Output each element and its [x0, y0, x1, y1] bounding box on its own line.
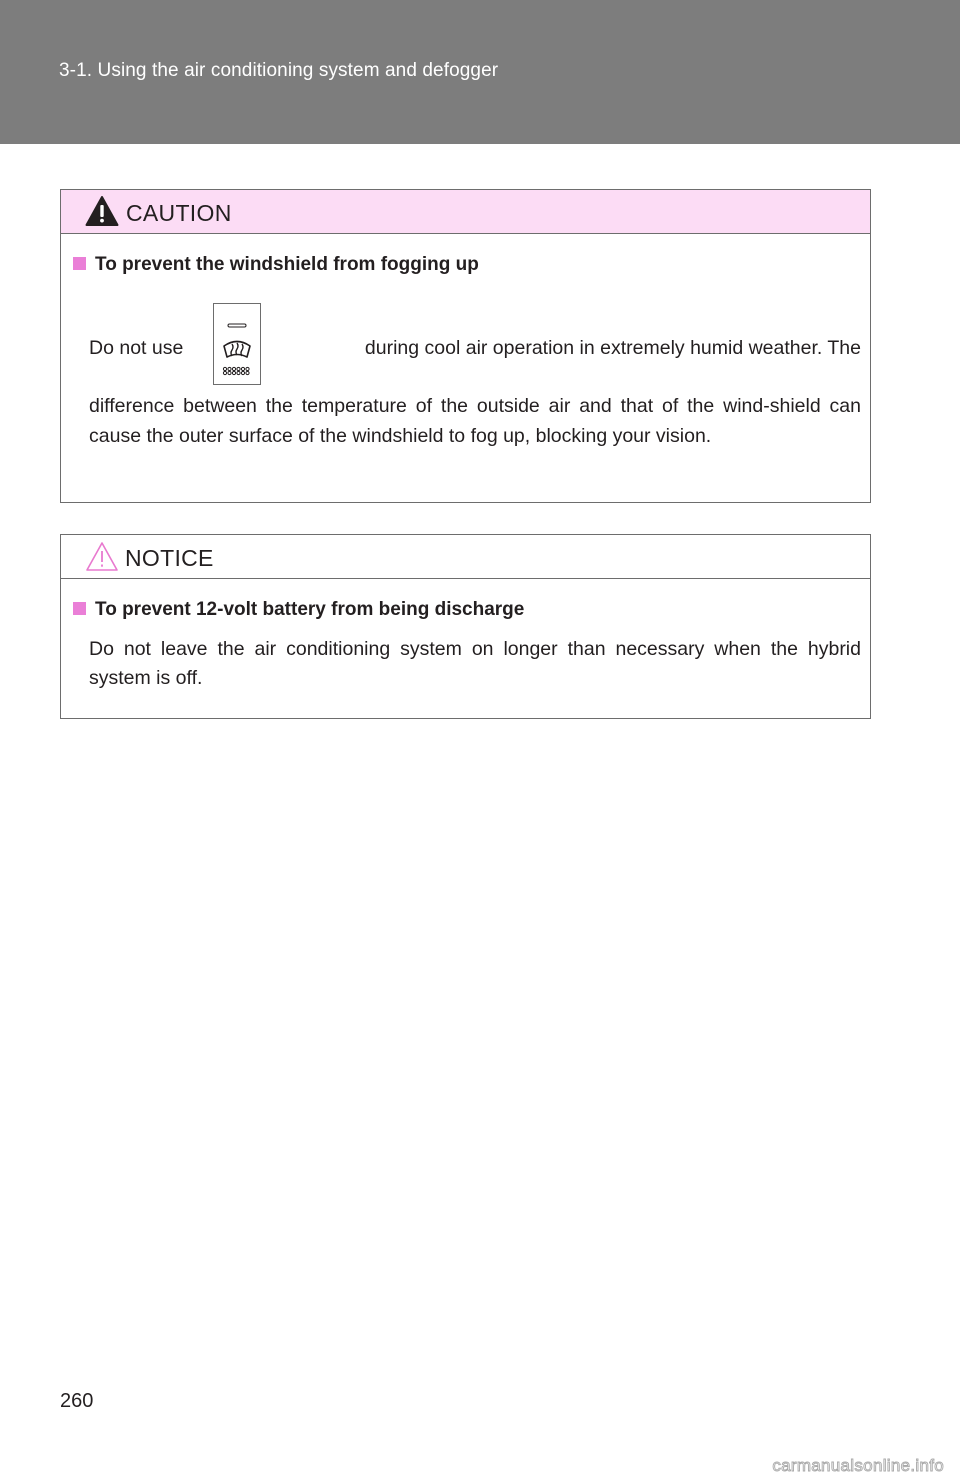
defogger-symbol-icon [214, 304, 260, 384]
caution-heading [73, 254, 479, 276]
notice-body-text: Do not leave the air conditioning system on longer than necessary when the hybrid system is off. [89, 638, 861, 689]
bullet-square-icon [73, 257, 86, 270]
watermark-logo [586, 1454, 946, 1476]
caution-label: CAUTION [126, 200, 232, 226]
notice-header [61, 535, 870, 579]
notice-triangle-icon [85, 540, 119, 572]
caution-header [61, 190, 870, 234]
section-header-band [0, 0, 960, 144]
caution-text-after-icon: during cool air operation in extremely humid weather. The [364, 337, 861, 359]
page-number: 260 [60, 1390, 94, 1412]
notice-heading [73, 599, 524, 621]
notice-label: NOTICE [125, 545, 214, 571]
windshield-defogger-button-icon [213, 303, 261, 385]
caution-heading-text: To prevent the windshield from fogging up [95, 254, 479, 275]
warning-triangle-icon [85, 195, 119, 227]
notice-box [60, 534, 871, 719]
caution-body-text: difference between the temperature of the outside air and that of the wind-shield can cause the outer surface of the windshield to fog up, blocking your vision. [89, 395, 861, 447]
bullet-square-icon [73, 602, 86, 615]
notice-heading-text: To prevent 12-volt battery from being discharge [95, 599, 525, 620]
section-title: 3-1. Using the air conditioning system and defogger [59, 60, 499, 81]
caution-first-line [89, 303, 861, 387]
caution-text-before-icon: Do not use [89, 337, 184, 359]
caution-box [60, 189, 871, 503]
svg-text:carmanualsonline.info: carmanualsonline.info [772, 1456, 944, 1475]
